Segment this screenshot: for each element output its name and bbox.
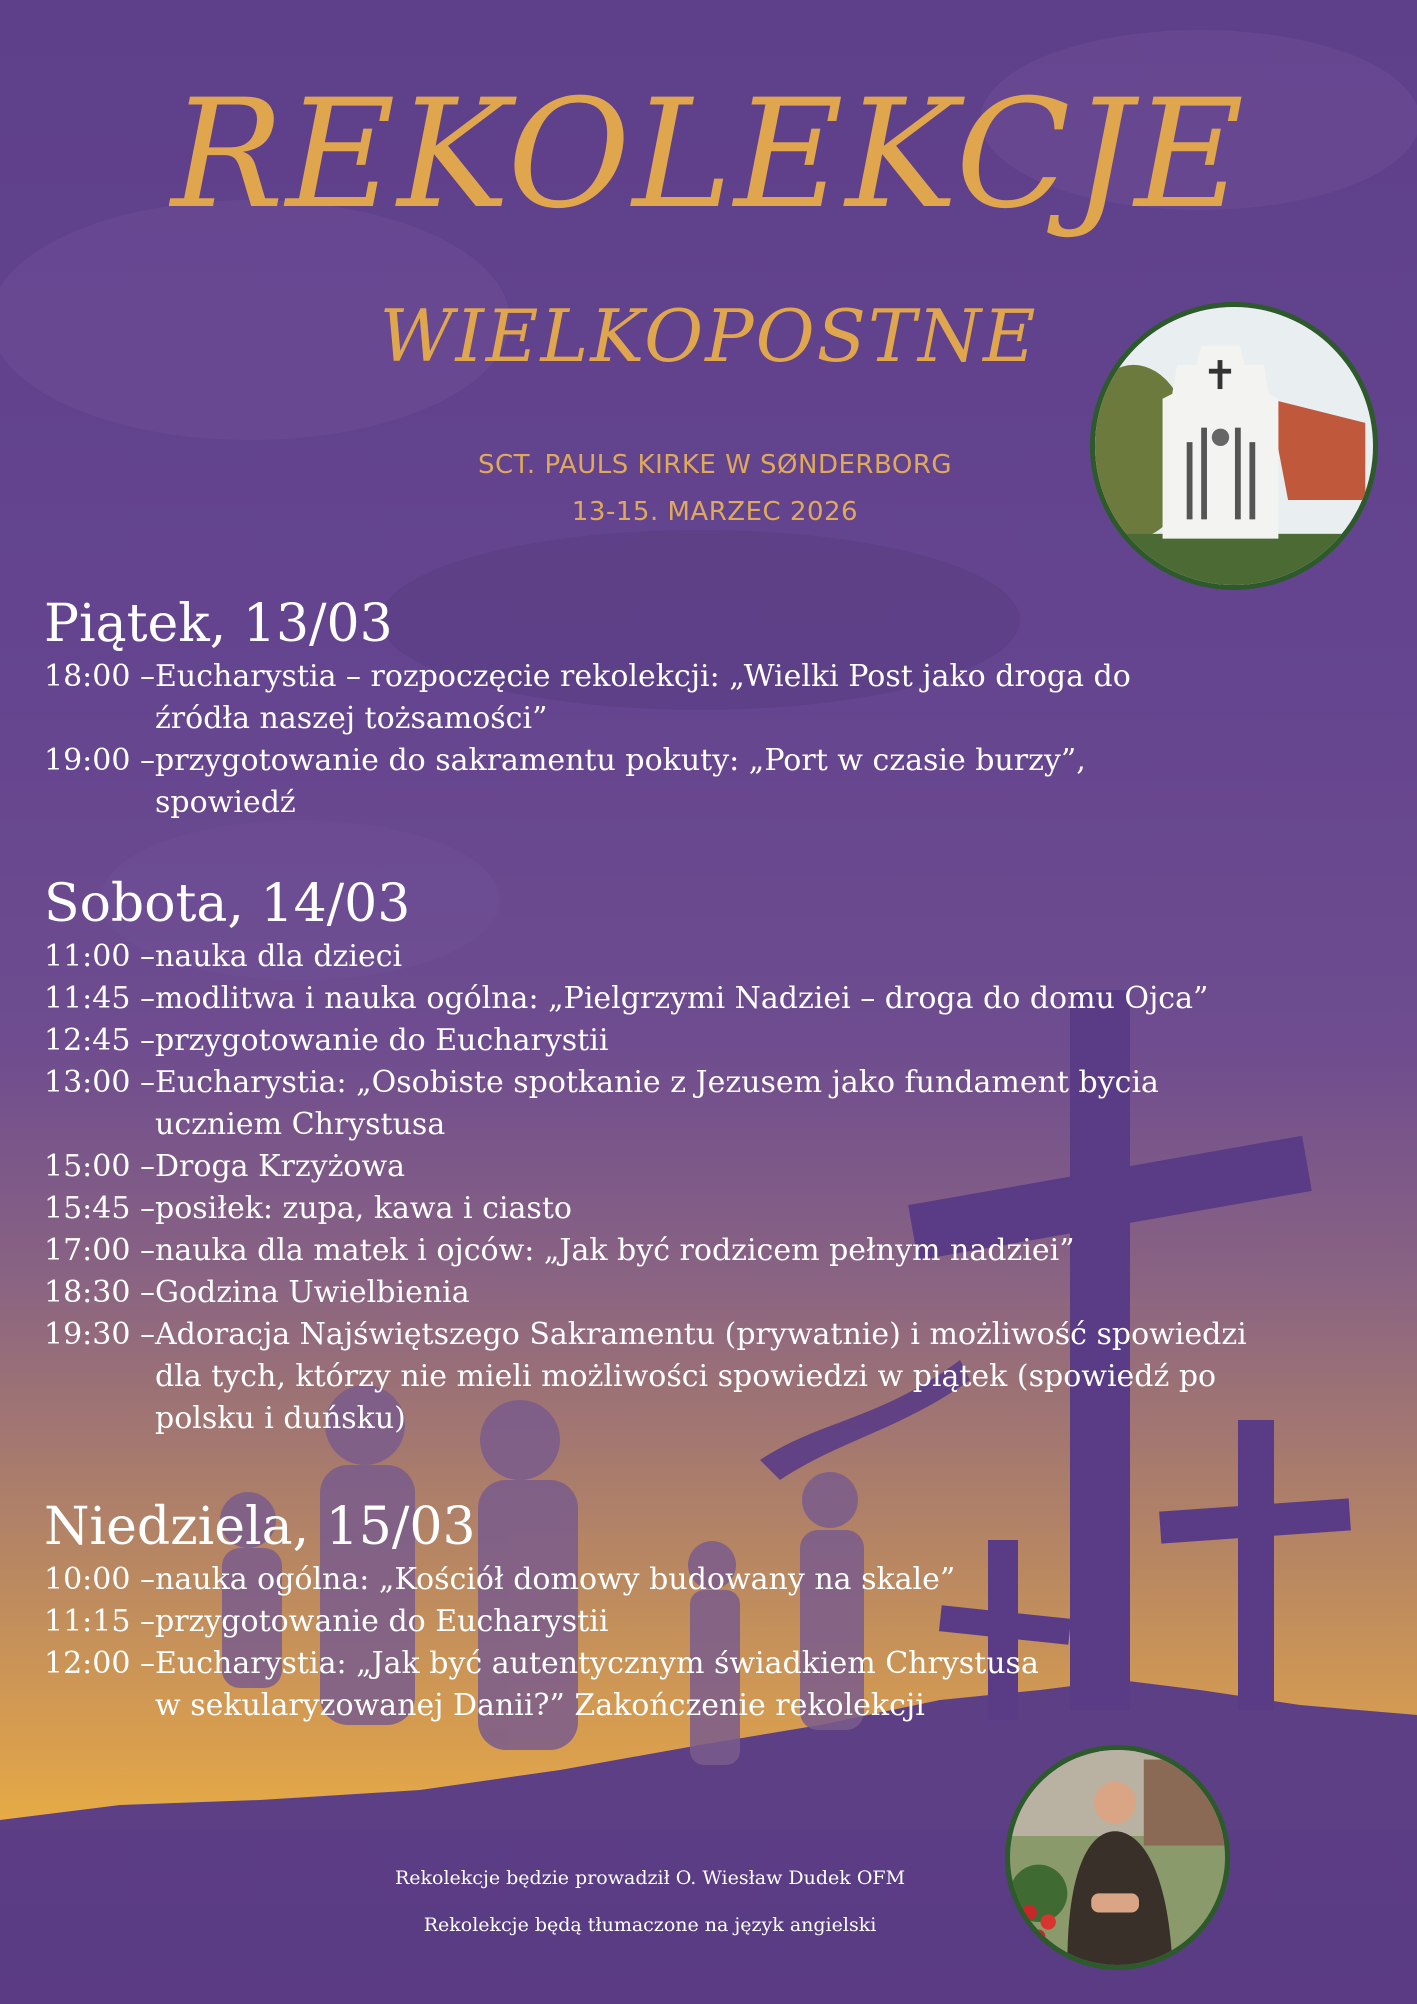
item-text: przygotowanie do sakramentu pokuty: „Port w czasie burzy”, spowiedź — [155, 743, 1086, 820]
schedule-item — [44, 1314, 1394, 1440]
item-time: 11:15 – — [44, 1604, 155, 1639]
item-time: 15:45 – — [44, 1191, 155, 1226]
poster-subtitle: WIELKOPOSTNE — [379, 294, 1038, 378]
item-time: 10:00 – — [44, 1562, 155, 1597]
poster-title: REKOLEKCJE — [171, 68, 1246, 242]
item-time: 17:00 – — [44, 1233, 155, 1268]
item-text: Godzina Uwielbienia — [155, 1275, 470, 1310]
footer-translation: Rekolekcje będą tłumaczone na język angielski — [423, 1914, 877, 1936]
schedule-item — [44, 1188, 1394, 1230]
item-time: 19:00 – — [44, 743, 155, 778]
item-text: nauka dla dzieci — [155, 939, 403, 974]
item-time: 18:00 – — [44, 659, 155, 694]
item-text: Eucharystia: „Osobiste spotkanie z Jezusem jako fundament bycia uczniem Chrystusa — [155, 1065, 1159, 1142]
item-text: Eucharystia: „Jak być autentycznym świadkiem Chrystusa w sekularyzowanej Danii?” Zakończenie rekolekcji — [155, 1646, 1039, 1723]
event-place: SCT. PAULS KIRKE W SØNDERBORG — [477, 450, 953, 480]
item-text: posiłek: zupa, kawa i ciasto — [155, 1191, 572, 1226]
day-title: Piątek, 13/03 — [44, 594, 393, 654]
schedule-item — [44, 740, 1394, 824]
item-time: 12:00 – — [44, 1646, 155, 1681]
item-time: 15:00 – — [44, 1149, 155, 1184]
item-text: przygotowanie do Eucharystii — [155, 1604, 609, 1639]
schedule-item — [44, 1146, 1394, 1188]
item-text: Adoracja Najświętszego Sakramentu (prywatnie) i możliwość spowiedzi dla tych, którzy nie mieli możliwości spowiedzi w piątek (spowiedź po polsku i duńsku) — [155, 1317, 1247, 1436]
schedule-item — [44, 1643, 1394, 1727]
item-text: nauka ogólna: „Kościół domowy budowany na skale” — [155, 1562, 956, 1597]
church-photo — [1090, 302, 1378, 590]
day-sunday — [44, 1495, 1394, 1727]
item-time: 19:30 – — [44, 1317, 155, 1352]
day-friday — [44, 592, 1394, 824]
item-time: 13:00 – — [44, 1065, 155, 1100]
item-text: nauka dla matek i ojców: „Jak być rodzicem pełnym nadziei” — [155, 1233, 1075, 1268]
schedule-item — [44, 1062, 1394, 1146]
schedule-item — [44, 1601, 1394, 1643]
item-time: 18:30 – — [44, 1275, 155, 1310]
item-text: przygotowanie do Eucharystii — [155, 1023, 609, 1058]
schedule-item — [44, 1272, 1394, 1314]
day-title: Sobota, 14/03 — [44, 874, 411, 934]
item-text: modlitwa i nauka ogólna: „Pielgrzymi Nadziei – droga do domu Ojca” — [155, 981, 1209, 1016]
item-text: Droga Krzyżowa — [155, 1149, 406, 1184]
schedule-item — [44, 1230, 1394, 1272]
schedule-item — [44, 936, 1394, 978]
item-time: 11:45 – — [44, 981, 155, 1016]
schedule-item — [44, 1020, 1394, 1062]
schedule-item — [44, 1559, 1394, 1601]
day-title: Niedziela, 15/03 — [44, 1497, 476, 1557]
footer-leader: Rekolekcje będzie prowadził O. Wiesław Dudek OFM — [394, 1867, 906, 1889]
schedule-item — [44, 978, 1394, 1020]
item-time: 12:45 – — [44, 1023, 155, 1058]
schedule-item — [44, 656, 1394, 740]
item-text: Eucharystia – rozpoczęcie rekolekcji: „Wielki Post jako droga do źródła naszej tożsamości” — [155, 659, 1131, 736]
item-time: 11:00 – — [44, 939, 155, 974]
priest-photo — [1005, 1745, 1230, 1970]
day-saturday — [44, 872, 1394, 1440]
event-dates: 13-15. MARZEC 2026 — [571, 497, 859, 527]
